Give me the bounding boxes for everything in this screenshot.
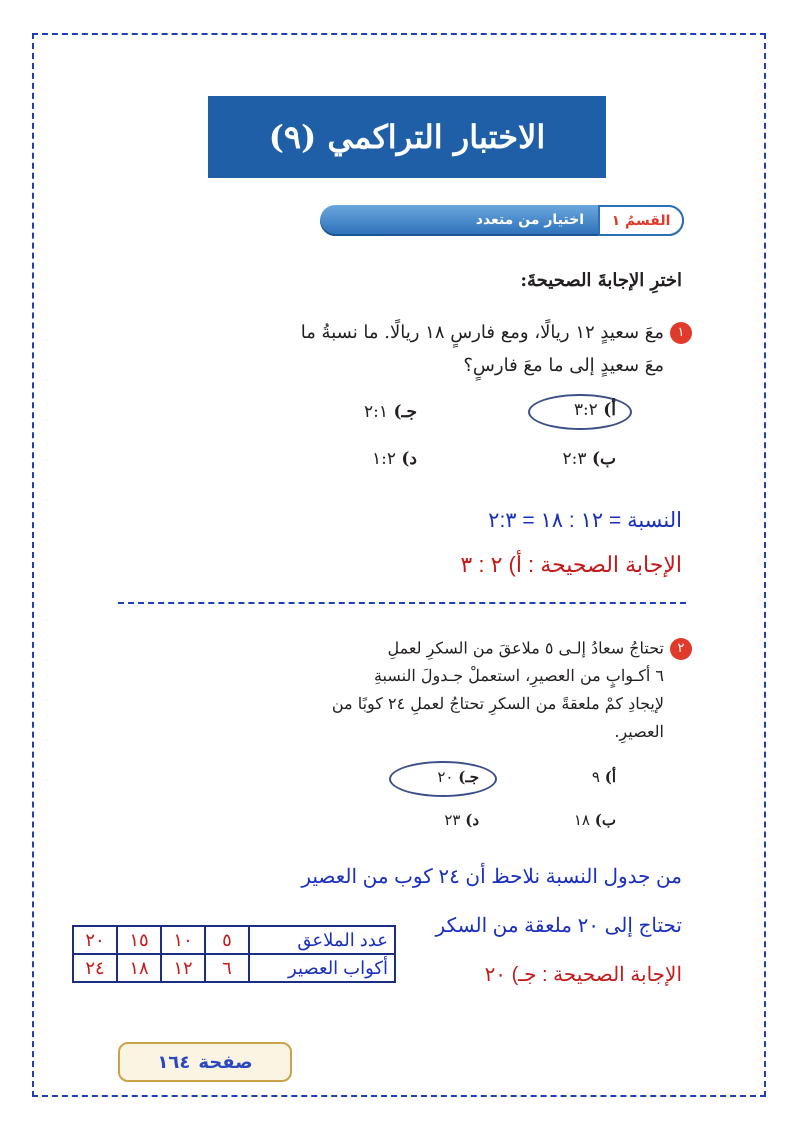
q2-choice-a-value: ٩ [591, 768, 600, 786]
section-tag: القسمُ ١ [598, 205, 684, 236]
q2-number-badge: ٢ [670, 638, 692, 660]
q2-choice-a-label: أ) [604, 768, 616, 786]
q2-choice-c[interactable] [437, 768, 479, 786]
q2-choice-c-value: ٢٠ [437, 768, 454, 786]
q2-line1 [388, 638, 692, 660]
table-cell: ٢٤ [73, 954, 117, 982]
q2-choice-b-label: ب) [594, 811, 616, 829]
q1-choice-c-value: ٢:١ [364, 402, 389, 422]
q2-work-1: من جدول النسبة نلاحظ أن ٢٤ كوب من العصير [301, 866, 682, 888]
q2-line4: العصيرِ. [614, 722, 664, 741]
q1-text-1: معَ سعيدٍ ١٢ ريالًا، ومع فارسٍ ١٨ ريالًا. ما نسبةُ ما [300, 322, 664, 343]
q1-line1 [301, 322, 692, 344]
q1-choice-a-value: ٣:٢ [573, 400, 598, 420]
q1-number-badge: ١ [670, 322, 692, 344]
q2-answer: الإجابة الصحيحة : جـ) ٢٠ [484, 964, 682, 986]
table-cell: ١٨ [117, 954, 161, 982]
q1-choice-b-label: ب) [591, 449, 616, 469]
q1-choice-c-label: جـ) [393, 402, 417, 422]
table-cell: ٦ [205, 954, 249, 982]
table-cell: ٢٠ [73, 926, 117, 954]
q1-choice-d-label: د) [401, 449, 417, 469]
table-row-header: أكواب العصير [249, 954, 395, 982]
q2-choice-d[interactable] [444, 811, 479, 829]
page-number: ١٦٤ [157, 1051, 191, 1073]
q1-choice-d[interactable] [372, 449, 417, 469]
table-cell: ٥ [205, 926, 249, 954]
page-title: الاختبار التراكمي (٩) [208, 96, 606, 178]
q1-choice-b[interactable] [563, 449, 616, 469]
q2-choice-b-value: ١٨ [573, 811, 590, 829]
page-number-badge [118, 1042, 292, 1082]
table-row-header: عدد الملاعق [249, 926, 395, 954]
instruction: اخترِ الإجابةَ الصحيحةَ: [520, 270, 682, 291]
table-cell: ١٥ [117, 926, 161, 954]
section-banner [320, 205, 684, 236]
q2-text-1: تحتاجُ سعادُ إلـى ٥ ملاعقَ من السكرِ لعملِ [387, 638, 664, 658]
q2-line2: ٦ أكـوابٍ من العصيرِ، استعملْ جـدولَ النسبةِ [373, 666, 664, 685]
page-label: صفحة [198, 1051, 253, 1073]
q1-choice-a[interactable] [574, 400, 616, 420]
q1-work: النسبة = ١٢ : ١٨ = ٢:٣ [488, 509, 682, 532]
q1-choice-c[interactable] [364, 402, 417, 422]
q2-choice-d-label: د) [465, 811, 479, 829]
table-cell: ١٠ [161, 926, 205, 954]
section-name: اختيار من متعدد [475, 212, 584, 228]
section-divider [118, 602, 686, 604]
table-cell: ١٢ [161, 954, 205, 982]
q2-choice-b[interactable] [574, 811, 616, 829]
q2-choice-d-value: ٢٣ [444, 811, 461, 829]
q2-choice-c-label: جـ) [458, 768, 479, 786]
q1-choice-d-value: ١:٢ [371, 449, 396, 469]
q1-answer: الإجابة الصحيحة : أ) ٢ : ٣ [460, 552, 682, 577]
table-row [73, 954, 395, 982]
q1-choice-a-label: أ) [603, 400, 616, 420]
q2-work-2: تحتاج إلى ٢٠ ملعقة من السكر [435, 915, 682, 937]
table-row [73, 926, 395, 954]
q1-line2: معَ سعيدٍ إلى ما معَ فارسٍ؟ [463, 355, 664, 376]
q2-line3: لإيجادِ كمْ ملعقةً من السكرِ تحتاجُ لعملِ ٢٤ كوبًا من [331, 694, 664, 713]
q1-choice-b-value: ٢:٣ [562, 449, 587, 469]
ratio-table [72, 925, 396, 983]
q2-choice-a[interactable] [592, 768, 616, 786]
